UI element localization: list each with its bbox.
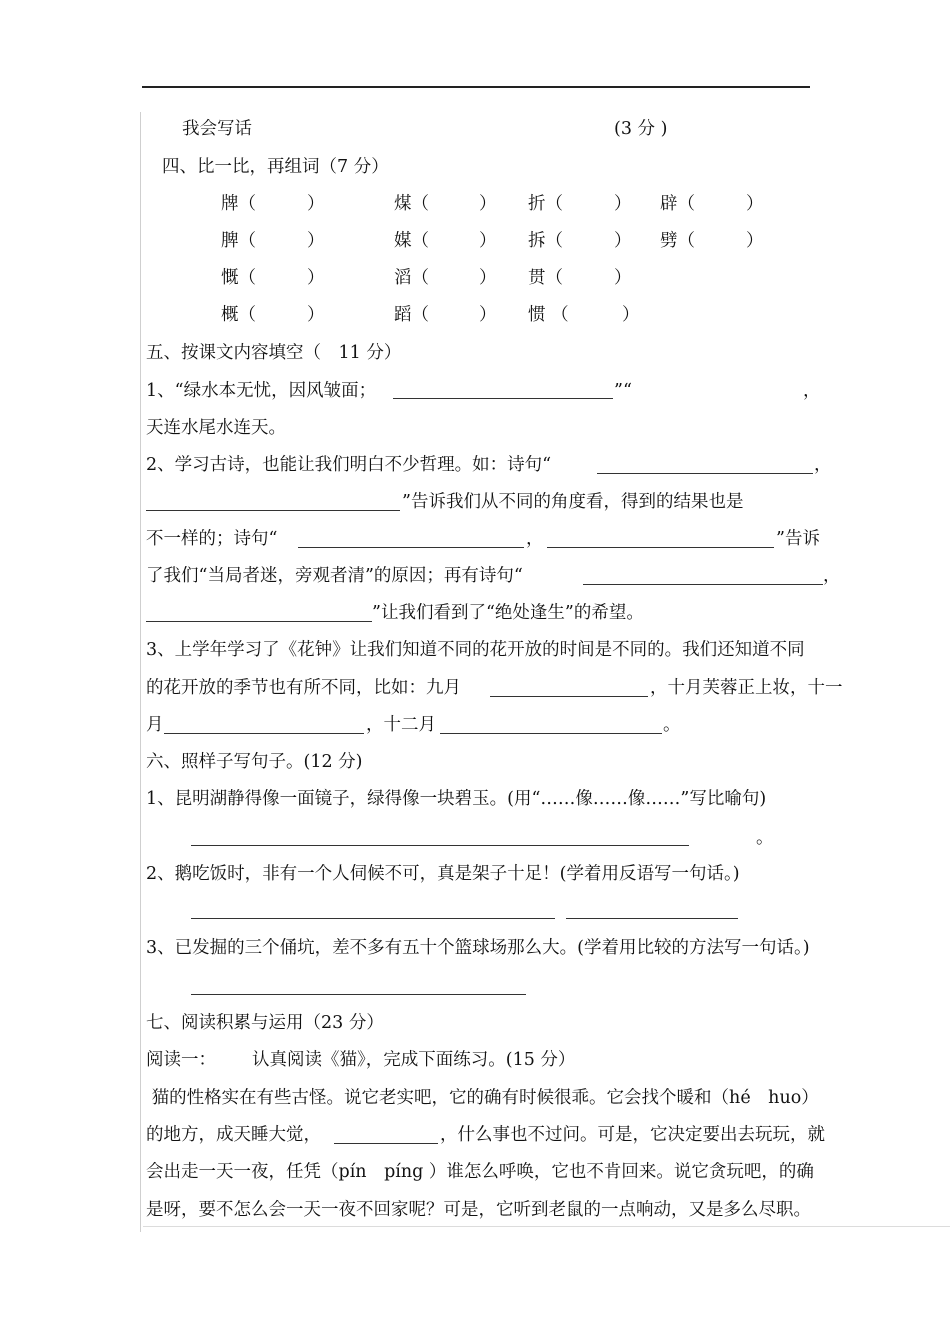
compare-item: 滔（ [394, 268, 429, 288]
answer-line[interactable] [191, 918, 555, 919]
q3-line-a: 3、上学年学习了《花钟》让我们知道不同的花开放的时间是不同的。我们还知道不同 [146, 640, 805, 660]
left-margin-rule [140, 112, 141, 1232]
compare-close: ） [307, 231, 325, 251]
q2-comma: ， [814, 455, 832, 475]
answer-line[interactable] [191, 845, 689, 846]
section5-title: 五、按课文内容填空（ 11 分） [146, 343, 402, 363]
passage-line: 的地方，成天睡大觉， [146, 1125, 321, 1145]
q3-line-c-mid: ，十二月 [366, 715, 436, 735]
reading1-label: 阅读一： [146, 1050, 216, 1070]
answer-line[interactable] [191, 994, 526, 995]
q2-line-d: 了我们“当局者迷，旁观者清”的原因；再有诗句“ [146, 566, 523, 586]
reading1-task: 认真阅读《猫》，完成下面练习。(15 分） [252, 1050, 576, 1070]
compare-item: 拆（ [528, 231, 563, 251]
compare-close: ） [479, 268, 497, 288]
q2-comma: ， [823, 566, 841, 586]
q2-comma: ， [526, 529, 544, 549]
fill-blank[interactable] [164, 733, 364, 734]
compare-close: ） [479, 194, 497, 214]
compare-item: 牌（ [221, 194, 256, 214]
compare-item: 媒（ [394, 231, 429, 251]
compare-close: ） [307, 194, 325, 214]
compare-item: 贯（ [528, 268, 563, 288]
q2-tell: ”告诉 [776, 529, 820, 549]
section3-points: (3 分 ) [614, 119, 668, 139]
fill-blank[interactable] [440, 733, 662, 734]
compare-item: 劈（ [660, 231, 695, 251]
q1-comma: ， [803, 381, 821, 401]
fill-blank[interactable] [146, 621, 372, 622]
bottom-rule [143, 1226, 950, 1227]
compare-close: ） [746, 194, 764, 214]
q3-line-c-end: 。 [663, 715, 681, 735]
fill-blank[interactable] [490, 696, 648, 697]
q2-line-e: ”让我们看到了“绝处逢生”的希望。 [372, 603, 644, 623]
compare-close: ） [614, 194, 632, 214]
compare-close: ） [479, 231, 497, 251]
compare-item: 蹈（ [394, 305, 429, 325]
compare-item: 辟（ [660, 194, 695, 214]
compare-item: 慨（ [221, 268, 256, 288]
fill-blank[interactable] [583, 584, 823, 585]
s6-q1: 1、昆明湖静得像一面镜子，绿得像一块碧玉。(用“……像……像……”写比喻句) [146, 789, 767, 809]
s6-q3: 3、已发掘的三个俑坑，差不多有五十个篮球场那么大。(学着用比较的方法写一句话。) [146, 938, 810, 958]
q1-quote: ”“ [614, 381, 632, 401]
fill-blank[interactable] [298, 547, 524, 548]
section7-title: 七、阅读积累与运用（23 分） [146, 1013, 384, 1033]
q2-line-a: 2、学习古诗，也能让我们明白不少哲理。如：诗句“ [146, 455, 552, 475]
top-rule [142, 86, 810, 88]
compare-close: ） [479, 305, 497, 325]
section4-title: 四、比一比，再组词（7 分） [162, 157, 389, 177]
fill-blank[interactable] [547, 547, 774, 548]
compare-close: ） [614, 231, 632, 251]
compare-item: 煤（ [394, 194, 429, 214]
q3-line-c: 月 [146, 715, 164, 735]
compare-item: 惯 （ [528, 305, 569, 325]
answer-line[interactable] [566, 918, 738, 919]
compare-close: ） [307, 268, 325, 288]
compare-close: ） [614, 268, 632, 288]
fill-blank[interactable] [146, 510, 400, 511]
passage-line: 会出走一天一夜，任凭（pín píng ）谁怎么呼唤，它也不肯回来。说它贪玩吧，的确 [146, 1162, 814, 1182]
passage-line-cont: ，什么事也不过问。可是，它决定要出去玩玩，就 [440, 1125, 825, 1145]
passage-line: 猫的性格实在有些古怪。说它老实吧，它的确有时候很乖。它会找个暖和（hé huo） [146, 1088, 819, 1108]
q2-line-c: 不一样的；诗句“ [146, 529, 278, 549]
fill-blank[interactable] [334, 1143, 438, 1144]
compare-item: 折（ [528, 194, 563, 214]
q1-line-a: 1、“绿水本无忧，因风皱面； [146, 381, 377, 401]
compare-item: 概（ [221, 305, 256, 325]
section3-tail: 我会写话 [182, 119, 252, 139]
fill-blank[interactable] [393, 398, 613, 399]
s6-q2: 2、鹅吃饭时，非有一个人伺候不可，真是架子十足！(学着用反语写一句话。) [146, 864, 740, 884]
s6-q1-end: 。 [756, 828, 774, 848]
compare-close: ） [746, 231, 764, 251]
compare-close: ） [307, 305, 325, 325]
q1-line-b: 天连水尾水连天。 [146, 418, 286, 438]
q3-line-b-end: ，十月芙蓉正上妆，十一 [650, 678, 843, 698]
fill-blank[interactable] [597, 473, 813, 474]
q2-line-b: ”告诉我们从不同的角度看，得到的结果也是 [402, 492, 744, 512]
passage-line: 是呀，要不怎么会一天一夜不回家呢？可是，它听到老鼠的一点响动，又是多么尽职。 [146, 1200, 811, 1220]
compare-close: ） [622, 305, 640, 325]
section6-title: 六、照样子写句子。(12 分) [146, 752, 363, 772]
q3-line-b: 的花开放的季节也有所不同，比如：九月 [146, 678, 461, 698]
compare-item: 脾（ [221, 231, 256, 251]
